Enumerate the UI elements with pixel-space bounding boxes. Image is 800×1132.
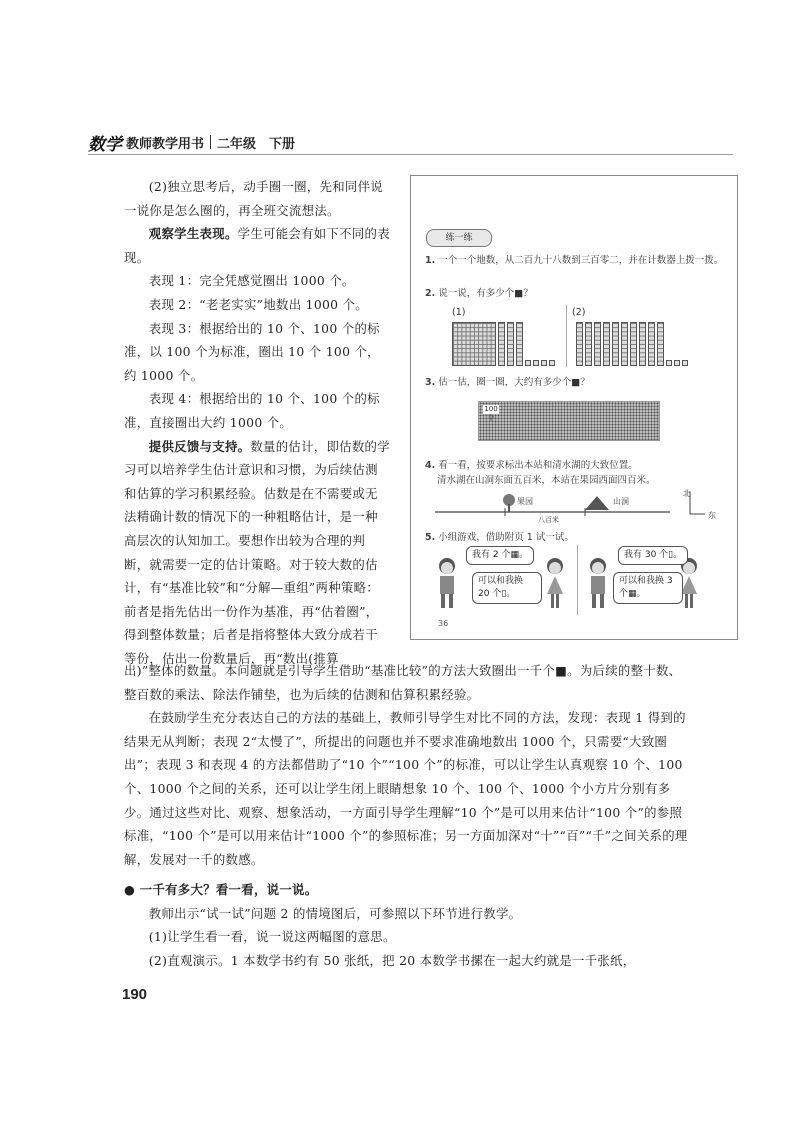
ten-rod (516, 322, 523, 366)
north-label: 北 (683, 489, 691, 498)
question-2-part-2-label: (2) (572, 307, 586, 318)
boy-illustration (434, 556, 460, 612)
practice-tag: 练一练 (426, 229, 492, 247)
boy-illustration (585, 556, 611, 612)
book-grade: 二年级 下册 (217, 136, 296, 152)
unit-cube (549, 360, 555, 366)
ten-rod (648, 322, 655, 366)
paragraph: 提供反馈与支持。数量的估计，即估数的学习可以培养学生估计意识和习惯，为后续估测和估算的学习积累经验。估数是在不需要或无法精确计数的情况下的一种粗略估计，是一种高层次的认知加工。要想作出较为合理的判断，就需要一定的估计策略。对于较大数的估计，有“基准比较”和“分解—重组”两种策略：前者是指先估出一份作为基准，再“估着圈”，得到整体数量；后者是指将整体大致分成若干等份，估出一份数量后，再“数出(推算 (124, 438, 390, 666)
unit-cube (682, 360, 688, 366)
paragraph: (2)独立思考后，动手圈一圈，先和同伴说一说你是怎么圈的，再全班交流想法。 (124, 179, 383, 218)
speech-bubble: 我有 2 个▦。 (466, 546, 534, 565)
ten-rod (621, 322, 628, 366)
unit-cube (674, 360, 680, 366)
unit-cube (541, 360, 547, 366)
paragraph: 教师出示“试一试”问题 2 的情境图后，可参照以下环节进行教学。 (148, 905, 522, 921)
question-4: 4. 看一看，按要求标出本站和清水湖的大致位置。 清水湖在山洞东面五百米，本站在果园西面四百米。 (425, 460, 656, 486)
book-title: 教师教学用书 (126, 136, 205, 152)
inset-page-number: 36 (438, 619, 449, 628)
left-column-text (124, 175, 390, 670)
paragraph: 在鼓励学生充分表达自己的方法的基础上，教师引导学生对比不同的方法，发现：表现 1 得到的结果无从判断；表现 2“太慢了”，所提出的问题也并不要求准确地数出 1000 个，只需要“大致圈出”；表现 3 和表现 4 的方法都借助了“10 个”“100 个”的标准，可以让学生认真观察 10 个、100 个、1000 个之间的关系，还可以让学生闭上眼睛想象 10 个、100 个、1000 个小方片分别有多少。通过这些对比、观察、想象活动，一方面引导学生理解“10 个”是可以用来估计“100 个”的参照标准，“100 个”是可以用来估计“1000 个”的参照标准；另一方面加深对“十”“百”“千”之间关系的理解，发展对一千的数感。 (124, 710, 688, 867)
main-text (124, 659, 688, 871)
ten-rod (585, 322, 592, 366)
map-line (425, 488, 725, 522)
ten-rod (630, 322, 637, 366)
ten-rod (594, 322, 601, 366)
distance-label: 八百米 (538, 516, 559, 524)
section-2 (124, 878, 688, 972)
paragraph: (2)直观演示。1 本数学书约有 50 张纸，把 20 本数学书摞在一起大约就是一千张纸， (148, 952, 636, 968)
question-2-part-1-label: (1) (452, 307, 466, 318)
dot-field (478, 401, 660, 441)
ten-rod (612, 322, 619, 366)
question-1: 1. 一个一个地数，从二百九十八数到三百零二，并在计数器上拨一拨。 (425, 255, 724, 266)
section-heading: ● 一千有多大？看一看，说一说。 (124, 882, 318, 897)
hundred-label: 100 个 (484, 405, 498, 422)
paragraph: 观察学生表现。学生可能会有如下不同的表现。 (124, 226, 390, 265)
speech-bubble: 可以和我换 3 个▦。 (613, 572, 683, 604)
paragraph: 表现 1：完全凭感觉圈出 1000 个。 (148, 273, 355, 289)
orchard-label: 果园 (517, 497, 533, 506)
paragraph: 表现 4：根据给出的 10 个、100 个的标准，直接圈出大约 1000 个。 (124, 391, 380, 430)
east-label: 东 (708, 511, 716, 520)
paragraph: 表现 3：根据给出的 10 个、100 个的标准，以 100 个为标准，圈出 10 个 100 个，约 1000 个。 (124, 320, 380, 383)
base-ten-blocks-2 (576, 322, 688, 366)
page-number: 190 (122, 986, 148, 1003)
brand-logo: 数学 (88, 134, 122, 155)
column-divider (566, 305, 567, 367)
ten-rod (576, 322, 583, 366)
question-2: 2. 说一说，有多少个■？ (425, 288, 533, 299)
header-rule (88, 154, 733, 155)
ten-rod (507, 322, 514, 366)
paragraph: (1)让学生看一看，说一说这两幅图的意思。 (148, 929, 396, 945)
unit-cube (533, 360, 539, 366)
ten-rod (657, 322, 664, 366)
paragraph: 出)”整体的数量。本问题就是引导学生借助“基准比较”的方法大致圈出一千个■。为后续的整十数、整百数的乘法、除法作铺垫，也为后续的估测和估算积累经验。 (124, 663, 682, 702)
unit-cube (525, 360, 531, 366)
cave-label: 山洞 (613, 497, 629, 506)
base-ten-blocks-1 (452, 322, 555, 366)
hundred-block (452, 322, 496, 366)
speech-bubble: 我有 30 个▯。 (618, 546, 688, 565)
question-3: 3. 估一估，圈一圈，大约有多少个■？ (425, 377, 590, 388)
speech-bubble: 可以和我换 20 个▯。 (472, 572, 542, 604)
ten-rod (498, 322, 505, 366)
page-header (88, 130, 295, 154)
paragraph: 表现 2：“老老实实”地数出 1000 个。 (148, 296, 368, 312)
girl-illustration (542, 556, 568, 612)
unit-cube (666, 360, 672, 366)
ten-rod (603, 322, 610, 366)
header-separator (210, 135, 211, 149)
column-divider (577, 545, 578, 615)
question-5: 5. 小组游戏，借助附页 1 试一试。 (425, 532, 574, 543)
ten-rod (639, 322, 646, 366)
